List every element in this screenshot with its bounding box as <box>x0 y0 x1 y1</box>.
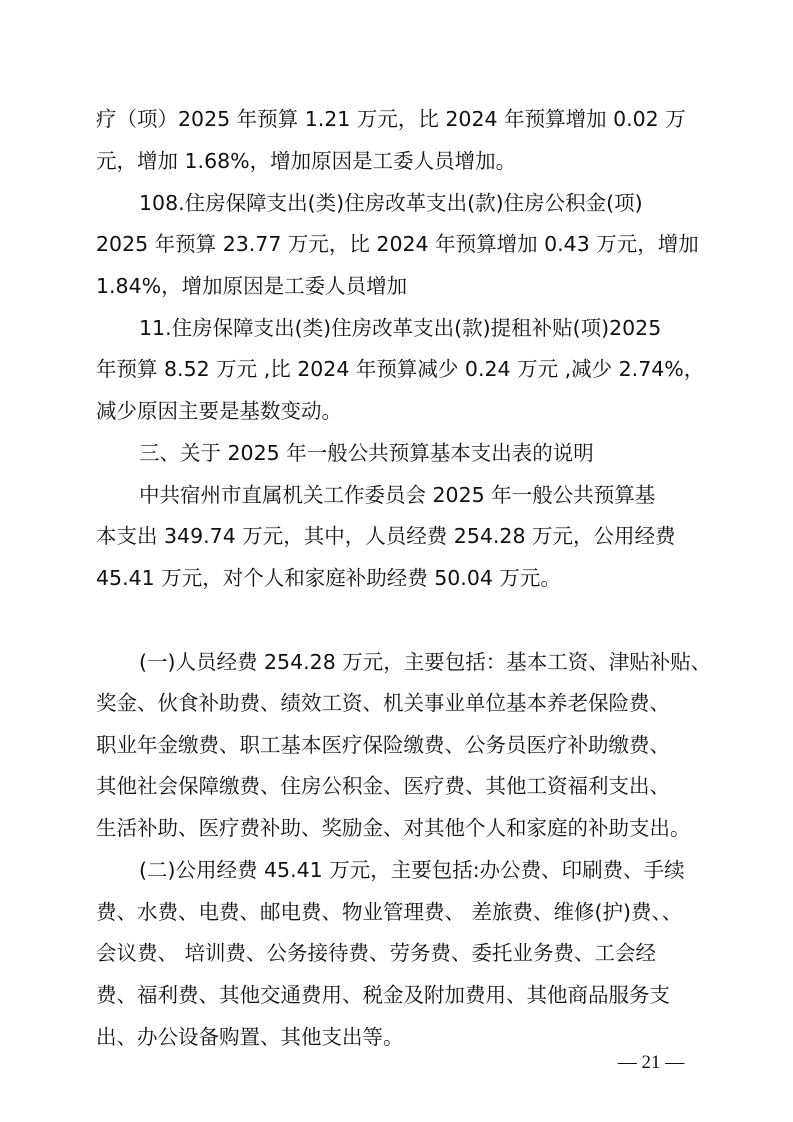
text-line-7: 年预算 8.52 万元 ,比 2024 年预算减少 0.24 万元 ,减少 2.74%， <box>96 357 705 381</box>
text-line-19: 费、水费、电费、邮电费、物业管理费、 差旅费、维修(护)费、、 <box>96 900 683 924</box>
text-line-18: (二)公用经费 45.41 万元，主要包括:办公费、印刷费、手续 <box>139 858 685 882</box>
text-line-1: 疗（项）2025 年预算 1.21 万元，比 2024 年预算增加 0.02 万 <box>96 107 686 131</box>
text-line-5: 1.84%，增加原因是工委人员增加 <box>96 274 408 298</box>
page-number: — 21 — <box>617 1052 685 1073</box>
text-line-2: 元，增加 1.68%，增加原因是工委人员增加。 <box>96 149 517 173</box>
text-line-12: 45.41 万元，对个人和家庭补助经费 50.04 万元。 <box>96 566 561 590</box>
text-line-3: 108.住房保障支出(类)住房改革支出(款)住房公积金(项) <box>139 191 643 215</box>
section-heading: 三、关于 2025 年一般公共预算基本支出表的说明 <box>139 441 594 465</box>
text-line-16: 其他社会保障缴费、住房公积金、医疗费、其他工资福利支出、 <box>96 774 670 798</box>
text-line-11: 本支出 349.74 万元，其中，人员经费 254.28 万元，公用经费 <box>96 524 676 548</box>
text-line-14: 奖金、伙食补助费、绩效工资、机关事业单位基本养老保险费、 <box>96 691 670 715</box>
text-line-15: 职业年金缴费、职工基本医疗保险缴费、公务员医疗补助缴费、 <box>96 733 670 757</box>
text-line-22: 出、办公设备购置、其他支出等。 <box>96 1025 404 1049</box>
text-line-4: 2025 年预算 23.77 万元，比 2024 年预算增加 0.43 万元，增加 <box>96 232 699 256</box>
text-line-17: 生活补助、医疗费补助、奖励金、对其他个人和家庭的补助支出。 <box>96 816 691 840</box>
text-line-21: 费、福利费、其他交通费用、税金及附加费用、其他商品服务支 <box>96 983 670 1007</box>
text-line-6: 11.住房保障支出(类)住房改革支出(款)提租补贴(项)2025 <box>139 316 662 340</box>
text-line-13: (一)人员经费 254.28 万元，主要包括：基本工资、津贴补贴、 <box>139 650 712 674</box>
text-line-10: 中共宿州市直属机关工作委员会 2025 年一般公共预算基 <box>139 483 656 507</box>
text-line-8: 减少原因主要是基数变动。 <box>96 399 342 423</box>
text-line-20: 会议费、 培训费、公务接待费、劳务费、委托业务费、工会经 <box>96 941 657 965</box>
